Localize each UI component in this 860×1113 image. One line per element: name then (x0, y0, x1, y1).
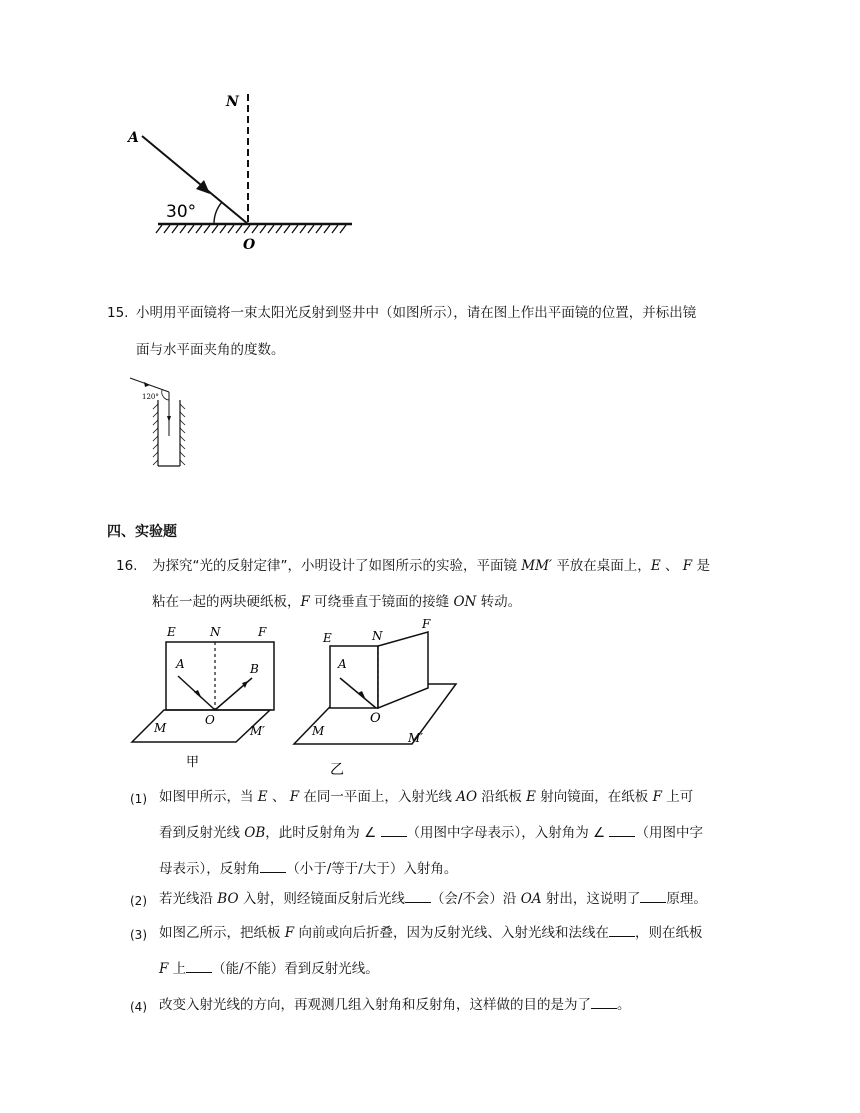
sub2-label: (2) (130, 894, 147, 908)
well-angle-label: 120° (142, 393, 159, 401)
q15-number: 15. (107, 305, 129, 321)
blank[interactable] (609, 924, 635, 937)
svg-text:M: M (154, 721, 167, 735)
blank[interactable] (640, 890, 666, 903)
svg-text:乙: 乙 (330, 762, 344, 778)
blank[interactable] (609, 824, 635, 837)
section-title: 四、实验题 (107, 524, 177, 540)
sub3-line2: F 上 （能/不能）看到反射光线。 (159, 961, 379, 977)
figure-yi (290, 618, 460, 780)
blank[interactable] (381, 824, 407, 837)
well-figure (124, 372, 194, 472)
sub3-line1: 如图乙所示，把纸板 F 向前或向后折叠，因为反射光线、入射光线和法线在 ，则在纸板 (159, 925, 703, 941)
svg-text:M′: M′ (250, 724, 266, 738)
blank[interactable] (405, 890, 431, 903)
svg-text:O: O (370, 711, 381, 726)
blank[interactable] (260, 860, 286, 873)
blank[interactable] (186, 960, 212, 973)
svg-text:E: E (167, 625, 176, 639)
q16-line1: 为探究“光的反射定律”，小明设计了如图所示的实验，平面镜 MM′ 平放在桌面上，E 、 F 是 (152, 558, 710, 574)
svg-text:M: M (312, 724, 325, 738)
reflection-figure-top (120, 86, 360, 256)
svg-text:B: B (250, 662, 259, 676)
q16-line2: 粘在一起的两块硬纸板，F 可绕垂直于镜面的接缝 ON 转动。 (152, 594, 522, 610)
sub1-label: (1) (130, 792, 147, 806)
label-n: N (226, 94, 239, 110)
label-a: A (128, 130, 139, 146)
svg-text:N: N (210, 625, 221, 639)
q16-number: 16. (116, 558, 138, 574)
svg-text:A: A (338, 657, 347, 671)
sub2-line1: 若光线沿 BO 入射，则经镜面反射后光线 （会/不会）沿 OA 射出，这说明了 原理。 (159, 891, 707, 907)
angle-label: 30° (166, 202, 197, 222)
label-o: O (243, 237, 256, 253)
svg-text:F: F (258, 625, 267, 639)
sub4-label: (4) (130, 1000, 147, 1014)
svg-text:N: N (372, 629, 383, 643)
sub1-line1: 如图甲所示，当 E 、 F 在同一平面上，入射光线 AO 沿纸板 E 射向镜面，在纸板 F 上可 (159, 789, 694, 805)
q15-line1: 小明用平面镜将一束太阳光反射到竖井中（如图所示），请在图上作出平面镜的位置，并标出镜 (136, 305, 697, 321)
svg-text:甲: 甲 (186, 755, 200, 770)
sub4-line1: 改变入射光线的方向，再观测几组入射角和反射角，这样做的目的是为了 。 (159, 997, 631, 1013)
figure-jia (126, 620, 276, 780)
blank[interactable] (591, 996, 617, 1009)
svg-text:F: F (422, 618, 431, 631)
svg-text:E: E (323, 631, 332, 645)
svg-text:A: A (176, 657, 185, 671)
svg-text:M′: M′ (408, 731, 424, 745)
sub1-line2: 看到反射光线 OB，此时反射角为 ∠ （用图中字母表示），入射角为 ∠ （用图中字 (159, 825, 703, 841)
sub3-label: (3) (130, 928, 147, 942)
sub1-line3: 母表示），反射角 （小于/等于/大于）入射角。 (159, 861, 458, 877)
q15-line2: 面与水平面夹角的度数。 (136, 342, 285, 358)
svg-text:O: O (205, 713, 215, 727)
